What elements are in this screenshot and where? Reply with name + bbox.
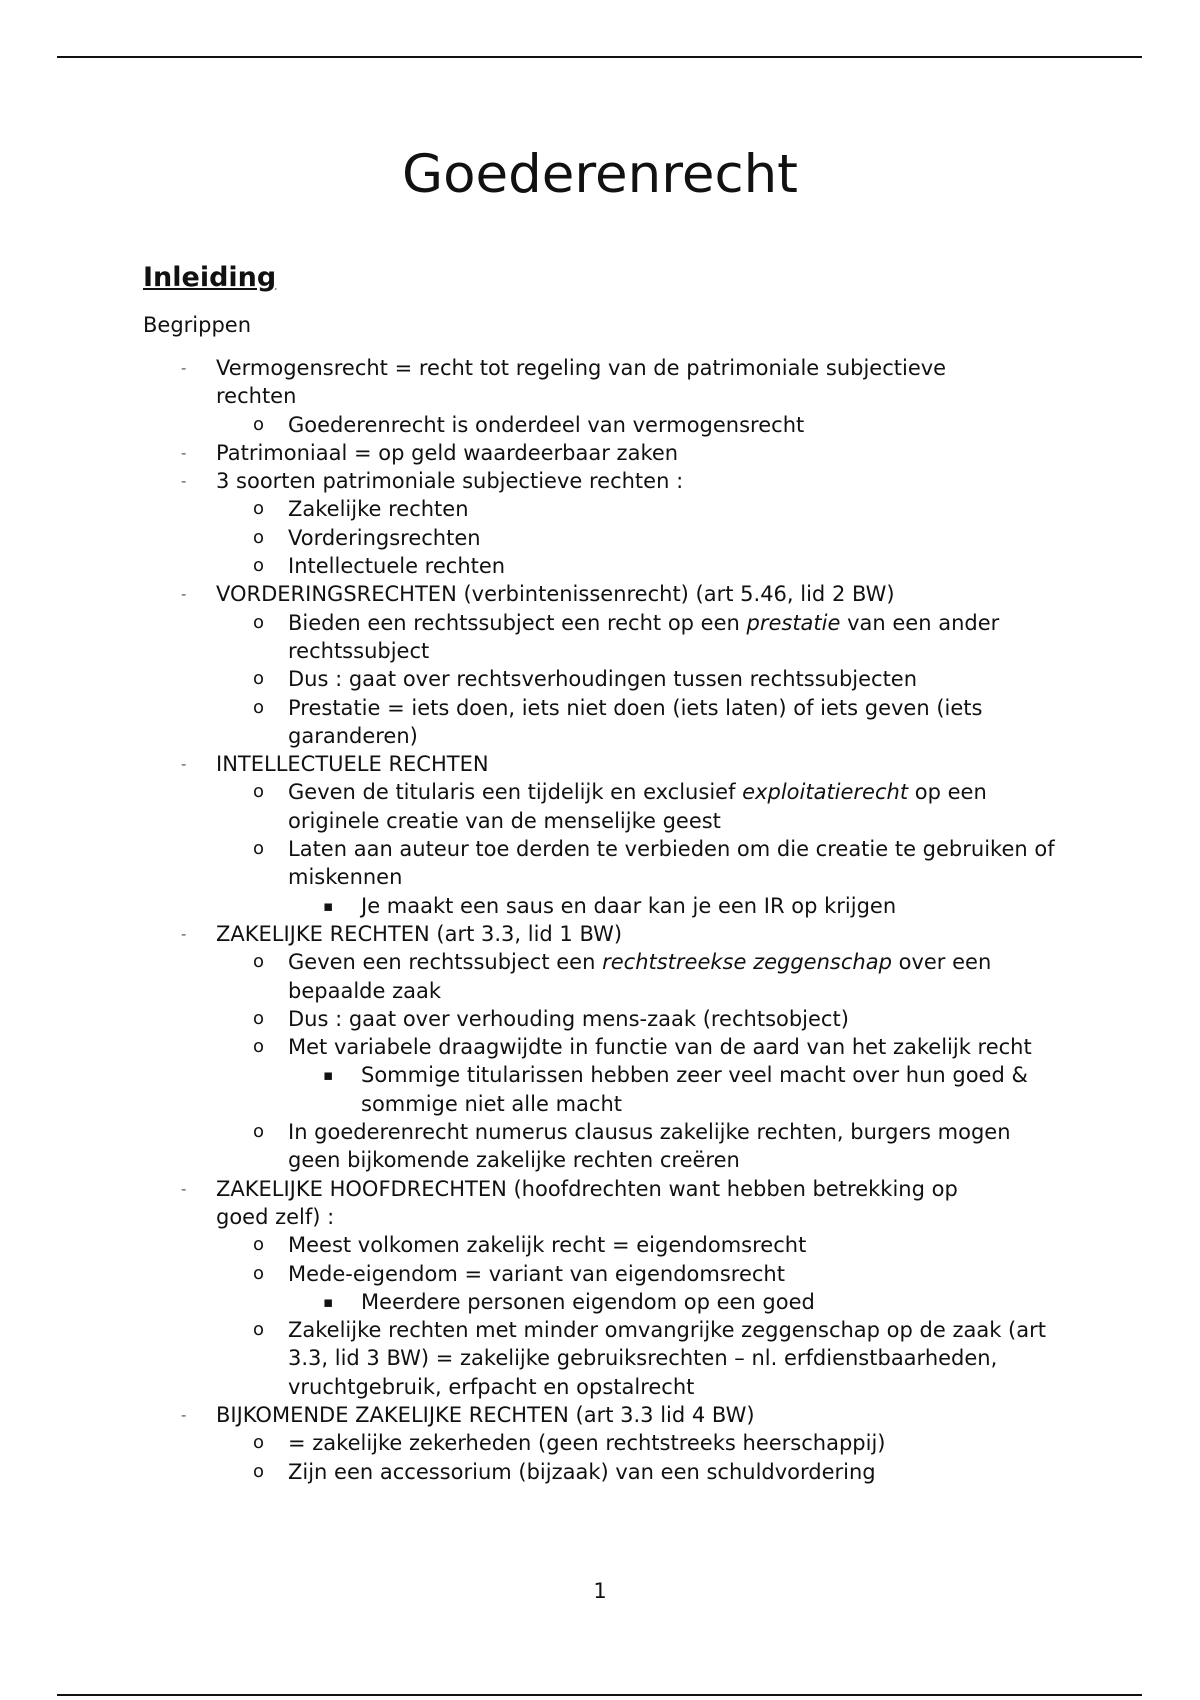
emphasis-text: rechtstreekse zeggenschap [602, 950, 892, 975]
bullet-marker: o [253, 781, 265, 803]
item-text: Dus : gaat over rechtsverhoudingen tussen rechtssubjecten [288, 667, 918, 692]
item-text: Zijn een accessorium (bijzaak) van een schuldvordering [288, 1459, 876, 1484]
item-text: INTELLECTUELE RECHTEN [216, 752, 489, 777]
item-text: Zakelijke rechten met minder omvangrijke zeggenschap op de zaak (art 3.3, lid 3 BW) = zakelijke gebruiksrechten – nl. erfdienstbaarheden, vruchtgebruik, erfpacht en opstalrecht [288, 1318, 1046, 1399]
emphasis-text: prestatie [746, 610, 841, 635]
bullet-marker: o [253, 1460, 265, 1482]
item-text: BIJKOMENDE ZAKELIJKE RECHTEN (art 3.3 lid 4 BW) [216, 1402, 755, 1427]
bullet-marker: ▪ [323, 1066, 334, 1085]
list-item [253, 1033, 1058, 1061]
bullet-marker: o [253, 413, 265, 435]
item-text: Geven een rechtssubject een [288, 950, 603, 975]
page-number: 1 [593, 1579, 607, 1603]
item-text: Vorderingsrechten [288, 525, 481, 550]
list-item [253, 495, 1058, 523]
item-text: Bieden een rechtssubject een recht op een [288, 610, 747, 635]
header-rule [57, 56, 1142, 58]
list-item [181, 467, 1006, 495]
list-item [253, 948, 1058, 1005]
bullet-marker: o [253, 668, 265, 690]
list-item [253, 609, 1058, 666]
bullet-marker: o [253, 1234, 265, 1256]
subheading: Begrippen [143, 313, 252, 337]
list-item [253, 524, 1058, 552]
bullet-marker: o [253, 611, 265, 633]
item-text: In goederenrecht numerus clausus zakelijke rechten, burgers mogen geen bijkomende zakelijke rechten creëren [288, 1120, 1011, 1173]
bullet-marker: o [253, 1432, 265, 1454]
bullet-marker: o [253, 498, 265, 520]
list-item [253, 1118, 1058, 1175]
bullet-marker: - [181, 443, 187, 462]
bullet-marker: o [253, 1121, 265, 1143]
list-item [323, 1288, 1051, 1316]
item-text: over een bepaalde zaak [288, 950, 992, 1003]
list-item [253, 411, 1058, 439]
list-item [181, 1175, 1006, 1232]
item-text: van een ander rechtssubject [288, 610, 1000, 663]
bullet-marker: o [253, 951, 265, 973]
list-item [253, 552, 1058, 580]
bullet-marker: o [253, 1036, 265, 1058]
item-text: Mede-eigendom = variant van eigendomsrecht [288, 1261, 785, 1286]
bullet-marker: o [253, 1262, 265, 1284]
list-item [253, 1429, 1058, 1457]
document-title: Goederenrecht [402, 144, 798, 205]
item-text: Geven de titularis een tijdelijk en exclusief [288, 780, 743, 805]
bullet-marker: - [181, 359, 187, 377]
item-text: VORDERINGSRECHTEN (verbintenissenrecht) (art 5.46, lid 2 BW) [216, 582, 895, 607]
bullet-marker: o [253, 526, 265, 548]
bullet-marker: o [253, 696, 265, 718]
bullet-marker: o [253, 1007, 265, 1029]
list-item [181, 920, 1006, 948]
item-text: Met variabele draagwijdte in functie van de aard van het zakelijk recht [288, 1035, 1032, 1060]
bullet-marker: - [181, 1405, 187, 1424]
list-item [253, 778, 1058, 835]
emphasis-text: exploitatierecht [742, 780, 909, 805]
item-text: Intellectuele rechten [288, 554, 506, 579]
item-text: Dus : gaat over verhouding mens-zaak (rechtsobject) [288, 1006, 849, 1031]
bullet-marker: - [181, 585, 187, 604]
item-text: Zakelijke rechten [288, 497, 469, 522]
list-item [253, 835, 1058, 892]
item-text: Patrimoniaal = op geld waardeerbaar zaken [216, 440, 679, 465]
list-item [323, 892, 1051, 920]
bullet-list [0, 354, 1200, 1486]
bullet-marker: o [253, 555, 265, 577]
item-text: Sommige titularissen hebben zeer veel macht over hun goed & sommige niet alle macht [361, 1063, 1028, 1116]
list-item [253, 665, 1058, 693]
list-item [253, 1458, 1058, 1486]
bullet-marker: ▪ [323, 1292, 334, 1311]
list-item [181, 354, 1006, 411]
item-text: Prestatie = iets doen, iets niet doen (iets laten) of iets geven (iets garanderen) [288, 695, 983, 748]
item-text: Meest volkomen zakelijk recht = eigendomsrecht [288, 1233, 807, 1258]
list-item [253, 1231, 1058, 1259]
list-item [323, 1061, 1051, 1118]
section-heading: Inleiding [143, 262, 277, 293]
list-item [181, 580, 1006, 608]
bullet-marker: - [181, 924, 187, 943]
bullet-marker: - [181, 472, 187, 491]
list-item [181, 750, 1006, 778]
list-item [181, 1401, 1006, 1429]
item-text: Je maakt een saus en daar kan je een IR op krijgen [361, 893, 897, 918]
list-item [253, 1260, 1058, 1288]
list-item [253, 694, 1058, 751]
item-text: 3 soorten patrimoniale subjectieve rechten : [216, 469, 684, 494]
footer-rule [57, 1694, 1142, 1696]
list-item [181, 439, 1006, 467]
bullet-marker: - [181, 1179, 187, 1198]
item-text: ZAKELIJKE HOOFDRECHTEN (hoofdrechten want hebben betrekking op goed zelf) : [216, 1176, 958, 1229]
item-text: ZAKELIJKE RECHTEN (art 3.3, lid 1 BW) [216, 921, 623, 946]
list-item [253, 1005, 1058, 1033]
bullet-marker: o [253, 838, 265, 860]
item-text: = zakelijke zekerheden (geen rechtstreeks heerschappij) [288, 1431, 886, 1456]
list-item [253, 1316, 1058, 1401]
item-text: Meerdere personen eigendom op een goed [361, 1289, 815, 1314]
bullet-marker: o [253, 1319, 265, 1341]
item-text: Laten aan auteur toe derden te verbieden om die creatie te gebruiken of miskennen [288, 837, 1055, 890]
bullet-marker: ▪ [323, 896, 334, 915]
item-text: Goederenrecht is onderdeel van vermogensrecht [288, 412, 805, 437]
item-text: Vermogensrecht = recht tot regeling van de patrimoniale subjectieve rechten [216, 356, 947, 409]
bullet-marker: - [181, 755, 187, 774]
item-text: op een originele creatie van de menselijke geest [288, 780, 987, 833]
